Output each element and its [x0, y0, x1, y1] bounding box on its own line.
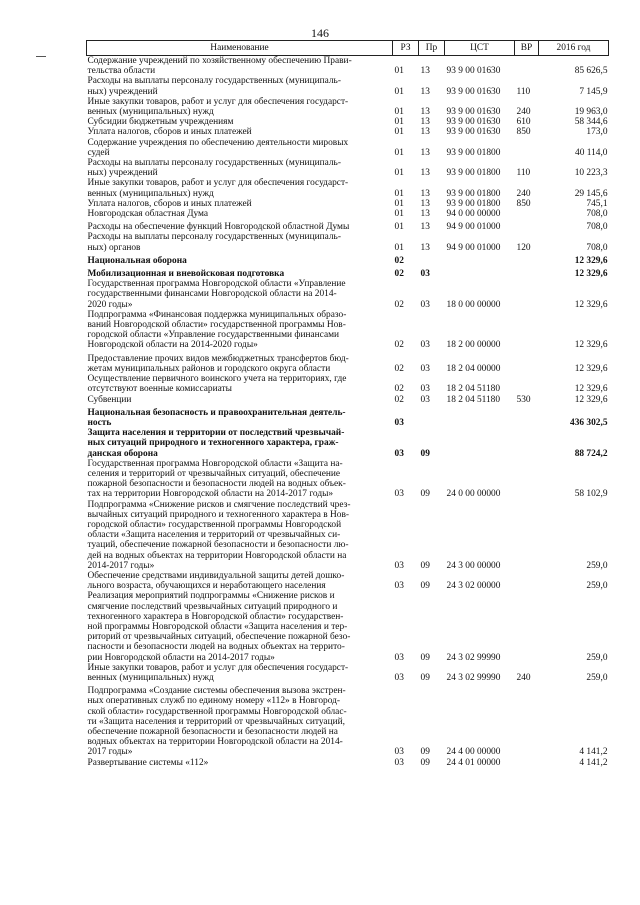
budget-table — [86, 40, 609, 768]
cell-rz: 03 — [394, 747, 404, 758]
cell-sum: 58 344,6 — [574, 117, 608, 128]
cell-cst: 24 4 01 00000 — [446, 757, 501, 768]
cell-sum: 19 963,0 — [574, 107, 608, 118]
cell-rz: 03 — [394, 560, 404, 571]
cell-rz: 02 — [394, 299, 404, 310]
cell-sum: 12 329,6 — [574, 384, 608, 395]
cell-pr: 13 — [420, 242, 430, 253]
cell-pr — [419, 405, 445, 428]
cell-pr: 13 — [420, 168, 430, 179]
cell-cst: 93 9 00 01630 — [446, 86, 501, 97]
cell-vr: 110 — [516, 86, 531, 97]
cell-name: Подпрограмма «Создание системы обеспечения вызова экстрен- ных оперативных служб по единому номеру «112» в Новгород- ской области» государственной программы Новгородской облас- ти «Защита населения и территорий от чрезвычайных ситуаций, обеспечение пожарной безопасности и безопасности людей на водных объектах на территории Новгородской области на 2014- 2017 годы» — [87, 686, 347, 758]
cell-vr — [515, 310, 539, 351]
cell-vr: 850 — [516, 198, 531, 209]
cell-vr: 110 — [516, 168, 531, 179]
table-header-row — [87, 41, 609, 56]
cell-pr: 13 — [420, 107, 430, 118]
cell-name: Расходы на выплаты персоналу государственных (муниципаль- ных) органов — [87, 232, 341, 253]
table-row — [87, 232, 609, 252]
cell-pr: 09 — [420, 448, 430, 459]
table-row — [87, 178, 609, 198]
cell-vr — [515, 571, 539, 591]
cell-cst: 24 3 02 99990 — [446, 652, 501, 663]
cell-cst: 24 3 00 00000 — [446, 560, 501, 571]
table-row — [87, 117, 609, 127]
cell-rz: 02 — [394, 363, 404, 374]
table-row — [87, 310, 609, 351]
cell-pr: 13 — [420, 127, 430, 138]
table-row — [87, 219, 609, 232]
cell-cst: 18 2 04 51180 — [446, 384, 501, 395]
table-row — [87, 683, 609, 757]
cell-pr: 13 — [420, 198, 430, 209]
cell-pr: 03 — [420, 384, 430, 395]
cell-vr — [515, 683, 539, 757]
cell-rz: 02 — [394, 255, 404, 266]
cell-rz: 01 — [394, 147, 404, 158]
cell-rz: 01 — [394, 86, 404, 97]
cell-name: Содержание учреждения по обеспечению деятельности мировых судей — [87, 137, 349, 158]
table-row — [87, 405, 609, 428]
cell-vr — [515, 253, 539, 266]
cell-vr — [515, 56, 539, 77]
table-row — [87, 253, 609, 266]
cell-sum: 259,0 — [586, 672, 608, 683]
cell-vr — [515, 279, 539, 310]
cell-rz: 01 — [394, 209, 404, 220]
cell-cst — [445, 405, 515, 428]
cell-name: Расходы на выплаты персоналу государственных (муниципаль- ных) учреждений — [87, 76, 341, 97]
table-row — [87, 374, 609, 394]
cell-pr: 09 — [420, 581, 430, 592]
table-row — [87, 351, 609, 374]
table-row — [87, 56, 609, 77]
cell-name: Подпрограмма «Снижение рисков и смягчение последствий чрез- вычайных ситуаций природного и техногенного характера в Нов- городской области» государственной программы Новгородской области «Защита населения и территорий от чрезвычайных си- туаций, обеспечение пожарной безопасности и безопасности лю- дей на водных объектах на территории Новгородской области на 2014-2017 годы» — [87, 499, 351, 571]
cell-pr: 09 — [420, 672, 430, 683]
cell-rz: 01 — [394, 222, 404, 233]
table-row — [87, 395, 609, 405]
cell-name: Осуществление первичного воинского учета на территориях, где отсутствуют военные комиссариаты — [87, 374, 347, 395]
cell-rz: 03 — [394, 652, 404, 663]
cell-rz: 03 — [394, 757, 404, 768]
cell-cst: 18 0 00 00000 — [446, 299, 501, 310]
cell-vr — [515, 351, 539, 374]
cell-sum: 85 626,5 — [574, 66, 608, 77]
cell-pr: 03 — [420, 363, 430, 374]
cell-pr: 13 — [420, 86, 430, 97]
cell-sum: 29 145,6 — [574, 188, 608, 199]
cell-pr: 13 — [420, 147, 430, 158]
table-row — [87, 127, 609, 137]
cell-name: Иные закупки товаров, работ и услуг для обеспечения государст- венных (муниципальных) нужд — [87, 178, 349, 199]
cell-name: Обеспечение средствами индивидуальной защиты детей дошко- льного возраста, обучающихся и неработающего населения — [87, 570, 345, 592]
table-row — [87, 138, 609, 158]
cell-cst — [445, 428, 515, 459]
cell-cst: 24 3 02 00000 — [446, 581, 501, 592]
cell-sum: 40 114,0 — [575, 147, 608, 158]
cell-rz: 01 — [394, 242, 404, 253]
cell-vr — [515, 219, 539, 232]
cell-name: Национальная оборона — [87, 255, 187, 266]
table-body — [87, 56, 609, 768]
cell-sum: 259,0 — [586, 652, 608, 663]
cell-rz: 03 — [394, 448, 404, 459]
table-row — [87, 459, 609, 500]
cell-cst: 18 2 00 00000 — [446, 340, 501, 351]
cell-pr: 13 — [420, 117, 430, 128]
cell-name: Подпрограмма «Финансовая поддержка муниципальных образо- ваний Новгородской области» государственной программы Нов- городской области «Управление государственными финансами Новгородской области на 2014-2020 годы» — [87, 309, 347, 351]
cell-vr — [515, 209, 539, 219]
cell-sum: 173,0 — [586, 127, 608, 138]
cell-sum: 708,0 — [586, 209, 608, 220]
table-row — [87, 266, 609, 279]
cell-sum: 259,0 — [586, 560, 608, 571]
cell-name: Государственная программа Новгородской области «Управление государственными финансами Новгородской области на 2014- 2020 годы» — [87, 279, 346, 310]
cell-pr: 09 — [420, 747, 430, 758]
cell-sum: 12 329,6 — [574, 394, 608, 405]
cell-rz: 01 — [394, 107, 404, 118]
cell-pr: 13 — [420, 66, 430, 77]
cell-sum: 708,0 — [586, 222, 608, 233]
cell-pr: 09 — [420, 757, 430, 768]
cell-sum: 7 145,9 — [579, 86, 608, 97]
cell-vr — [515, 591, 539, 662]
cell-cst: 94 9 00 01000 — [446, 222, 501, 233]
cell-pr: 03 — [420, 299, 430, 310]
cell-rz: 02 — [394, 340, 404, 351]
cell-rz: 01 — [394, 66, 404, 77]
cell-name: Государственная программа Новгородской области «Защита на- селения и территорий от чрезвычайных ситуаций, обеспечение пожарной безопасности и безопасности людей на водных объек- тах на территории Новгородской области на 2014-2017 годы» — [87, 458, 346, 500]
table-row — [87, 158, 609, 178]
margin-dash — [36, 56, 46, 57]
cell-vr — [515, 428, 539, 459]
cell-sum: 4 141,2 — [579, 757, 608, 768]
header-vr: ВР — [515, 41, 539, 56]
cell-cst: 93 9 00 01800 — [446, 147, 501, 158]
table-row — [87, 209, 609, 219]
cell-rz: 01 — [394, 127, 404, 138]
table-row — [87, 428, 609, 459]
cell-rz: 03 — [394, 672, 404, 683]
cell-cst — [445, 266, 515, 279]
cell-pr: 09 — [420, 652, 430, 663]
cell-sum: 12 329,6 — [574, 340, 608, 351]
cell-rz: 03 — [394, 417, 404, 428]
header-rz: РЗ — [393, 41, 419, 56]
cell-sum: 745,1 — [586, 198, 608, 209]
table-row — [87, 663, 609, 683]
cell-pr: 13 — [420, 209, 430, 220]
cell-cst: 94 9 00 01000 — [446, 242, 501, 253]
cell-sum: 12 329,6 — [574, 269, 608, 280]
cell-sum: 436 302,5 — [570, 417, 608, 428]
cell-pr: 13 — [420, 188, 430, 199]
cell-vr: 850 — [516, 127, 531, 138]
cell-cst: 93 9 00 01800 — [446, 198, 501, 209]
cell-vr — [515, 138, 539, 158]
cell-rz: 01 — [394, 168, 404, 179]
header-name: Наименование — [87, 41, 393, 56]
cell-sum: 4 141,2 — [579, 747, 608, 758]
cell-sum: 12 329,6 — [574, 255, 608, 266]
cell-vr: 120 — [516, 242, 531, 253]
cell-name: Уплата налогов, сборов и иных платежей — [87, 198, 252, 209]
cell-vr — [515, 374, 539, 394]
cell-pr — [419, 253, 445, 266]
cell-pr: 03 — [420, 269, 430, 280]
cell-rz: 03 — [394, 489, 404, 500]
cell-pr: 13 — [420, 222, 430, 233]
cell-sum: 12 329,6 — [574, 299, 608, 310]
cell-sum: 12 329,6 — [574, 363, 608, 374]
cell-rz: 01 — [394, 188, 404, 199]
cell-cst: 93 9 00 01800 — [446, 188, 501, 199]
header-sum: 2016 год — [539, 41, 609, 56]
cell-name: Содержание учреждений по хозяйственному обеспечению Прави- тельства области — [87, 56, 352, 77]
cell-cst: 24 3 02 99990 — [446, 672, 501, 683]
table-row — [87, 199, 609, 209]
cell-rz: 02 — [394, 269, 404, 280]
cell-cst: 93 9 00 01800 — [446, 168, 501, 179]
cell-name: Расходы на выплаты персоналу государственных (муниципаль- ных) учреждений — [87, 158, 341, 179]
cell-cst: 18 2 04 51180 — [446, 394, 501, 405]
cell-rz: 01 — [394, 117, 404, 128]
table-row — [87, 571, 609, 591]
cell-vr — [515, 500, 539, 571]
cell-vr: 240 — [516, 188, 531, 199]
cell-sum: 708,0 — [586, 242, 608, 253]
cell-pr: 09 — [420, 489, 430, 500]
cell-vr — [515, 758, 539, 768]
cell-name: Защита населения и территории от последствий чрезвычай- ных ситуаций природного и техногенного характера, граж- данская оборона — [87, 428, 345, 459]
cell-sum: 10 223,3 — [574, 168, 608, 179]
cell-cst: 24 4 00 00000 — [446, 747, 501, 758]
cell-pr: 09 — [420, 560, 430, 571]
cell-rz: 02 — [394, 384, 404, 395]
cell-name: Иные закупки товаров, работ и услуг для обеспечения государст- венных (муниципальных) нужд — [87, 96, 349, 118]
cell-vr: 610 — [516, 117, 531, 128]
table-row — [87, 76, 609, 96]
cell-pr: 03 — [420, 394, 430, 405]
cell-name: Развертывание системы «112» — [87, 757, 209, 768]
page-number: 146 — [311, 26, 329, 40]
cell-rz: 03 — [394, 581, 404, 592]
cell-cst: 93 9 00 01630 — [446, 66, 501, 77]
table-row — [87, 591, 609, 662]
cell-rz: 02 — [394, 394, 404, 405]
cell-name: Национальная безопасность и правоохранительная деятель- ность — [87, 407, 346, 428]
cell-sum: 88 724,2 — [574, 448, 608, 459]
cell-name: Расходы на обеспечение функций Новгородской областной Думы — [87, 222, 350, 233]
cell-vr: 240 — [516, 672, 531, 683]
cell-cst: 93 9 00 01630 — [446, 117, 501, 128]
cell-name: Предоставление прочих видов межбюджетных трансфертов бюд- жетам муниципальных районов и городского округа области — [87, 353, 349, 374]
cell-cst: 18 2 04 00000 — [446, 363, 501, 374]
cell-name: Реализация мероприятий подпрограммы «Снижение рисков и смягчение последствий чрезвычайных ситуаций природного и техногенного характера в Новгородской области» государствен- ной программы Новгородской области «Защита населения и тер- риторий от чрезвычайных ситуаций, обеспечение пожарной безо- пасности и безопасности людей на водных объектах на террито- рии Новгородской области на 2014-2017 годы» — [87, 591, 351, 663]
cell-cst: 24 0 00 00000 — [446, 489, 501, 500]
cell-cst — [445, 253, 515, 266]
table-row — [87, 97, 609, 117]
cell-name: Мобилизационная и вневойсковая подготовка — [87, 269, 285, 280]
cell-vr: 240 — [516, 107, 531, 118]
cell-cst: 94 0 00 00000 — [446, 209, 501, 220]
cell-name: Иные закупки товаров, работ и услуг для обеспечения государст- венных (муниципальных) нужд — [87, 662, 349, 683]
cell-name: Субсидии бюджетным учреждениям — [87, 117, 234, 128]
header-cst: ЦСТ — [445, 41, 515, 56]
cell-rz: 01 — [394, 198, 404, 209]
table-row — [87, 500, 609, 571]
cell-sum: 58 102,9 — [574, 489, 608, 500]
table-row — [87, 758, 609, 768]
cell-name: Уплата налогов, сборов и иных платежей — [87, 127, 252, 138]
cell-cst: 93 9 00 01630 — [446, 127, 501, 138]
cell-vr — [515, 459, 539, 500]
cell-vr — [515, 266, 539, 279]
cell-pr: 03 — [420, 340, 430, 351]
cell-cst: 93 9 00 01630 — [446, 107, 501, 118]
cell-sum: 259,0 — [586, 581, 608, 592]
cell-vr — [515, 405, 539, 428]
cell-name: Новгородская областная Дума — [87, 209, 209, 220]
cell-name: Субвенции — [87, 394, 132, 405]
cell-vr: 530 — [516, 394, 531, 405]
header-pr: Пр — [419, 41, 445, 56]
table-row — [87, 279, 609, 310]
